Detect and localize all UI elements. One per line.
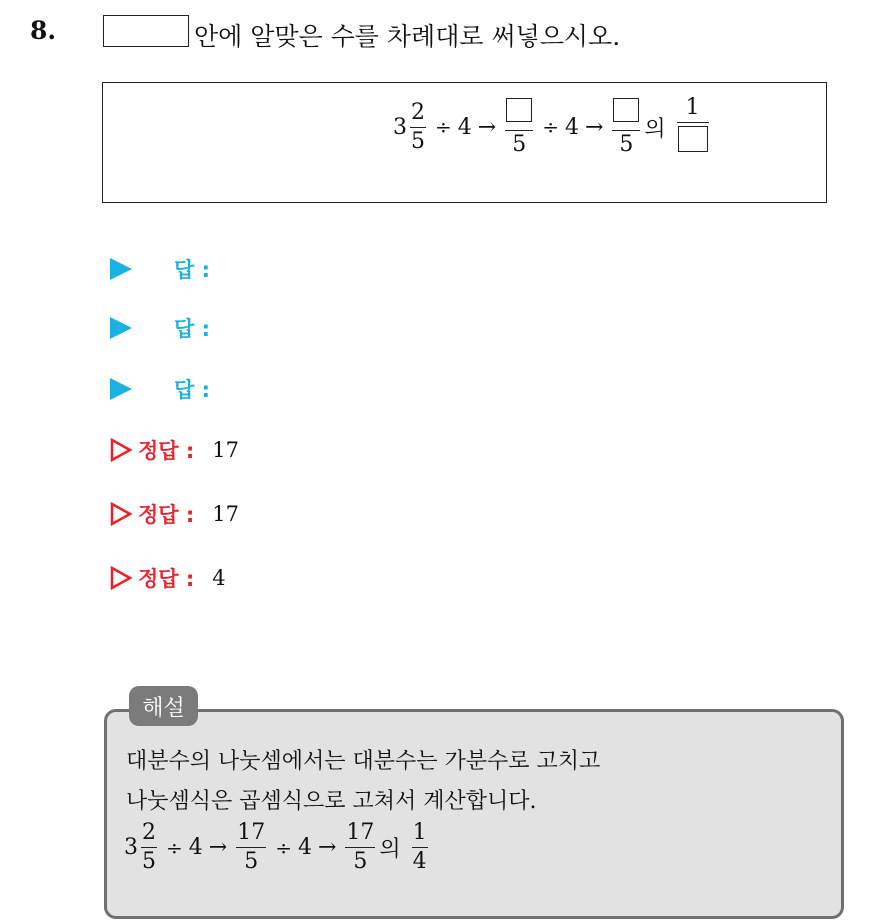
answer-label: 답 : bbox=[174, 378, 210, 402]
divide-sign: ÷ bbox=[166, 835, 183, 860]
blank-numerator bbox=[612, 98, 640, 127]
correct-row-1 bbox=[110, 435, 239, 465]
fraction-bar bbox=[345, 847, 375, 848]
answer-blank-3 bbox=[678, 126, 708, 152]
explanation-line-2: 나눗셈식은 곱셈식으로 고쳐서 계산합니다. bbox=[126, 789, 537, 814]
mixed-fraction bbox=[410, 99, 426, 154]
correct-label: 정답 : bbox=[138, 503, 195, 527]
inline-blank-box bbox=[103, 15, 189, 47]
explanation-expression bbox=[124, 822, 431, 873]
fraction-bar bbox=[677, 122, 709, 123]
problem-box bbox=[102, 82, 827, 203]
question-text: 안에 알맞은 수를 차례대로 써넣으시오. bbox=[194, 22, 621, 51]
blank-fraction-2 bbox=[612, 98, 640, 156]
fraction-numerator: 17 bbox=[237, 820, 266, 845]
play-icon bbox=[110, 258, 132, 280]
blank-fraction-1 bbox=[505, 98, 533, 156]
of-word: 의 bbox=[644, 116, 666, 142]
fraction-numerator: 1 bbox=[412, 820, 427, 845]
answer-row-2 bbox=[110, 313, 210, 343]
arrow-icon: → bbox=[317, 835, 337, 860]
fraction-denominator: 5 bbox=[142, 849, 156, 874]
divisor: 4 bbox=[564, 114, 579, 140]
divisor: 4 bbox=[457, 114, 472, 140]
fraction-bar bbox=[236, 847, 266, 848]
answer-blank-1 bbox=[506, 98, 532, 122]
mixed-whole: 3 bbox=[393, 114, 407, 140]
correct-label: 정답 : bbox=[138, 567, 195, 591]
blank-denominator bbox=[677, 126, 709, 157]
fraction-denominator: 5 bbox=[512, 132, 527, 157]
play-icon bbox=[110, 317, 132, 339]
mixed-fraction bbox=[141, 822, 157, 873]
improper-fraction-2 bbox=[345, 822, 375, 873]
arrow-icon: → bbox=[208, 835, 228, 860]
explanation-tag: 해설 bbox=[129, 686, 198, 726]
unit-fraction bbox=[412, 822, 428, 873]
fraction-numerator: 17 bbox=[346, 820, 375, 845]
blank-numerator bbox=[505, 98, 533, 127]
correct-value: 4 bbox=[212, 566, 226, 590]
divide-sign: ÷ bbox=[275, 835, 292, 860]
answer-row-1 bbox=[110, 254, 210, 284]
fraction-bar bbox=[410, 127, 426, 128]
fraction-bar bbox=[505, 130, 533, 131]
correct-value: 17 bbox=[212, 502, 240, 526]
divisor: 4 bbox=[188, 835, 203, 860]
fraction-bar bbox=[141, 847, 157, 848]
correct-label: 정답 : bbox=[138, 439, 195, 463]
answer-label: 답 : bbox=[174, 317, 210, 341]
mixed-whole: 3 bbox=[124, 835, 138, 860]
divisor: 4 bbox=[297, 835, 312, 860]
play-icon bbox=[110, 378, 132, 400]
play-outline-icon bbox=[110, 566, 132, 590]
question-number: 8. bbox=[30, 16, 57, 45]
problem-expression bbox=[393, 97, 712, 157]
fraction-numerator: 2 bbox=[142, 820, 156, 845]
correct-row-2 bbox=[110, 499, 239, 529]
fraction-denominator: 5 bbox=[244, 849, 259, 874]
divide-sign: ÷ bbox=[435, 115, 452, 139]
fraction-denominator: 4 bbox=[412, 849, 427, 874]
play-outline-icon bbox=[110, 438, 132, 462]
of-word: 의 bbox=[379, 837, 401, 862]
fraction-denominator: 5 bbox=[353, 849, 368, 874]
divide-sign: ÷ bbox=[542, 115, 559, 139]
fraction-numerator: 1 bbox=[685, 95, 700, 120]
explanation-line-1: 대분수의 나눗셈에서는 대분수는 가분수로 고치고 bbox=[126, 749, 601, 774]
correct-value: 17 bbox=[212, 438, 240, 462]
correct-row-3 bbox=[110, 563, 226, 593]
fraction-denominator: 5 bbox=[619, 132, 634, 157]
play-outline-icon bbox=[110, 502, 132, 526]
answer-blank-2 bbox=[613, 98, 639, 122]
arrow-icon: → bbox=[477, 114, 497, 140]
improper-fraction-1 bbox=[236, 822, 266, 873]
unit-fraction bbox=[677, 97, 709, 157]
answer-row-3 bbox=[110, 374, 210, 404]
answer-label: 답 : bbox=[174, 258, 210, 282]
fraction-bar bbox=[412, 847, 428, 848]
fraction-bar bbox=[612, 130, 640, 131]
fraction-numerator: 2 bbox=[411, 99, 425, 125]
arrow-icon: → bbox=[584, 114, 604, 140]
fraction-denominator: 5 bbox=[411, 128, 425, 154]
